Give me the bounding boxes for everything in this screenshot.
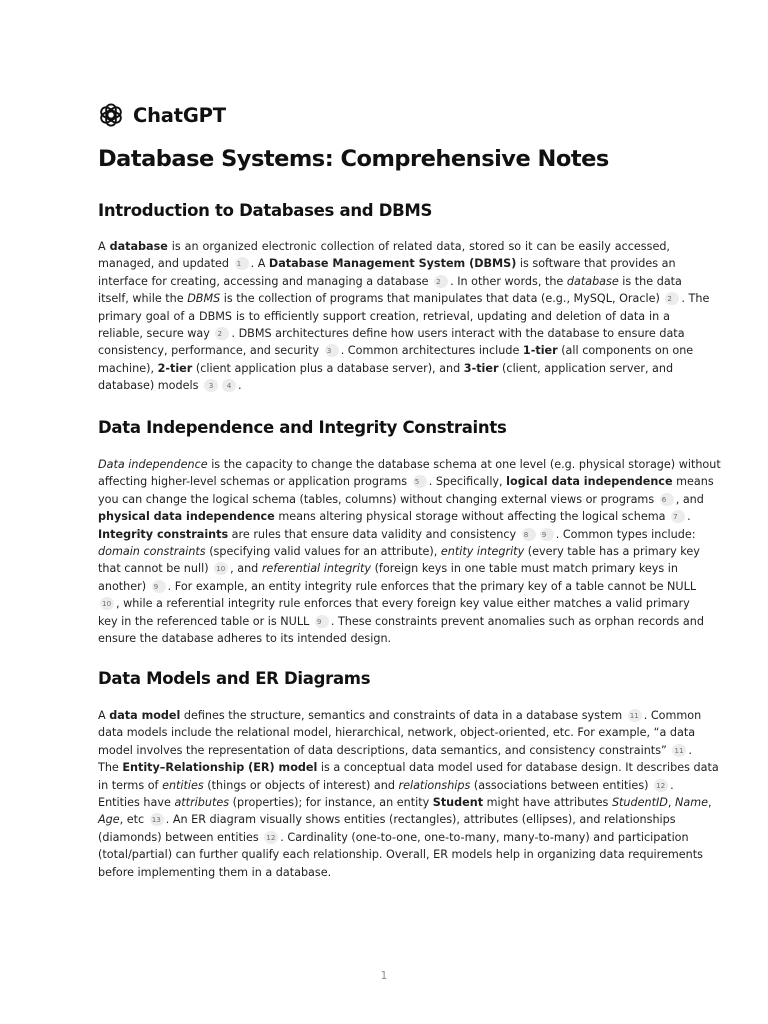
- paragraph-line: [98, 238, 670, 255]
- bold-text: Database Management System (DBMS): [268, 257, 517, 271]
- paragraph-line: [98, 543, 700, 560]
- body-text: , while a referential integrity rule enforces that every foreign key value either matches a valid primary: [116, 597, 690, 611]
- body-text: consistency, performance, and security: [98, 344, 323, 358]
- paragraph-line: [98, 560, 679, 577]
- citation-badge[interactable]: 11: [628, 709, 642, 722]
- body-text: . These constraints prevent anomalies such as orphan records and: [330, 614, 704, 628]
- citation-badge[interactable]: 13: [150, 813, 164, 826]
- body-text: is software that provides an: [516, 257, 676, 271]
- body-text: database) models: [98, 379, 203, 393]
- body-text: .: [670, 778, 674, 792]
- citation-badge[interactable]: 1: [235, 257, 249, 270]
- citation-badge[interactable]: 12: [264, 831, 278, 844]
- bold-text: Student: [432, 795, 484, 809]
- section-heading-independence: Data Independence and Integrity Constraints: [98, 418, 507, 437]
- body-text: .: [687, 510, 691, 524]
- paragraph-line: [98, 360, 674, 377]
- body-text: (specifying valid values for an attribute),: [205, 544, 441, 558]
- bold-text: physical data independence: [98, 510, 275, 524]
- bold-text: 3-tier: [463, 361, 499, 375]
- bold-text: data model: [109, 709, 181, 722]
- body-text: , etc: [119, 813, 148, 827]
- paragraph-line: [98, 613, 704, 630]
- body-text: another): [98, 579, 150, 593]
- bold-text: Entity–Relationship (ER) model: [122, 761, 318, 775]
- body-text: data models include the relational model, hierarchical, network, object-oriented, etc. For example, “a data: [98, 726, 696, 740]
- body-text: . Common: [643, 709, 702, 722]
- body-text: reliable, secure way: [98, 326, 214, 340]
- body-text: are rules that ensure data validity and consistency: [228, 527, 520, 541]
- body-text: means: [672, 475, 714, 489]
- citation-badge[interactable]: 7: [671, 510, 685, 523]
- body-text: is the collection of programs that manipulates that data (e.g., MySQL, Oracle): [220, 292, 664, 306]
- document-title: Database Systems: Comprehensive Notes: [98, 146, 609, 172]
- body-text: itself, while the: [98, 292, 188, 306]
- paragraph-line: [98, 377, 670, 394]
- citation-badge[interactable]: 2: [434, 275, 448, 288]
- citation-badge[interactable]: 3: [204, 379, 218, 392]
- body-text: interface for creating, accessing and managing a database: [98, 274, 433, 288]
- italic-text: referential integrity: [261, 562, 372, 576]
- citation-badge[interactable]: 9: [152, 580, 166, 593]
- paragraph-line: [98, 846, 703, 863]
- body-text: is a conceptual data model used for database design. It describes data: [317, 761, 719, 775]
- body-text: key in the referenced table or is NULL: [98, 614, 313, 628]
- brand-header: [98, 100, 226, 130]
- body-text: primary goal of a DBMS is to efficiently support creation, retrieval, updating and deletion of data in a: [98, 309, 670, 323]
- body-text: (diamonds) between entities: [98, 830, 263, 844]
- body-text: means altering physical storage without affecting the logical schema: [274, 510, 670, 524]
- body-text: . In other words, the: [450, 274, 567, 288]
- body-text: (client application plus a database server), and: [192, 361, 464, 375]
- body-text: (client, application server, and: [498, 361, 674, 375]
- paragraph-line: [98, 595, 690, 612]
- citation-badge[interactable]: 10: [214, 562, 228, 575]
- body-text: (total/partial) can further qualify each relationship. Overall, ER models help in organizing data requirements: [98, 848, 703, 862]
- body-text: (properties); for instance, an entity: [229, 795, 433, 809]
- section-paragraph-independence: [98, 456, 721, 647]
- citation-badge[interactable]: 6: [660, 493, 674, 506]
- body-text: , and: [230, 562, 262, 576]
- body-text: , and: [675, 492, 704, 506]
- body-text: . A: [250, 257, 269, 271]
- italic-text: Age: [98, 813, 120, 827]
- body-text: (things or objects of interest) and: [203, 778, 399, 792]
- bold-text: Integrity constraints: [98, 527, 229, 541]
- paragraph-line: [98, 473, 714, 490]
- body-text: you can change the logical schema (tables, columns) without changing external views or programs: [98, 492, 658, 506]
- body-text: machine),: [98, 361, 158, 375]
- citation-badge[interactable]: 9: [540, 528, 554, 541]
- body-text: defines the structure, semantics and constraints of data in a database system: [180, 709, 626, 722]
- body-text: A: [98, 709, 110, 722]
- paragraph-line: [98, 864, 670, 881]
- body-text: . DBMS architectures define how users interact with the database to ensure data: [231, 326, 685, 340]
- body-text: . Common architectures include: [340, 344, 523, 358]
- paragraph-line: [98, 759, 719, 776]
- body-text: is the data: [618, 274, 682, 288]
- paragraph-line: [98, 290, 710, 307]
- body-text: The: [98, 761, 123, 775]
- citation-badge[interactable]: 5: [413, 475, 427, 488]
- bold-text: database: [109, 240, 168, 253]
- paragraph-line: [98, 829, 689, 846]
- bold-text: 2-tier: [157, 361, 193, 375]
- body-text: ensure the database adheres to its intended design.: [98, 631, 392, 645]
- italic-text: domain constraints: [98, 544, 206, 558]
- body-text: .: [238, 379, 242, 393]
- bold-text: 1-tier: [522, 344, 558, 358]
- body-text: (all components on one: [557, 344, 694, 358]
- body-text: affecting higher-level schemas or application programs: [98, 475, 411, 489]
- italic-text: entities: [162, 778, 204, 792]
- paragraph-line: [98, 508, 691, 525]
- italic-text: Name: [675, 795, 709, 809]
- body-text: . For example, an entity integrity rule enforces that the primary key of a table cannot be NULL: [167, 579, 697, 593]
- paragraph-line: [98, 491, 704, 508]
- body-text: before implementing them in a database.: [98, 865, 332, 879]
- paragraph-line: [98, 811, 676, 828]
- paragraph-line: [98, 273, 682, 290]
- brand-name: ChatGPT: [133, 103, 226, 127]
- body-text: ,: [708, 795, 712, 809]
- paragraph-line: [98, 794, 712, 811]
- openai-logo-icon: [98, 102, 124, 128]
- italic-text: entity integrity: [440, 544, 525, 558]
- body-text: is an organized electronic collection of related data, stored so it can be easily accessed,: [167, 240, 670, 253]
- section-paragraph-intro: [98, 238, 710, 395]
- body-text: that cannot be null): [98, 562, 213, 576]
- paragraph-line: [98, 342, 694, 359]
- paragraph-line: [98, 308, 670, 325]
- citation-badge[interactable]: 11: [672, 744, 686, 757]
- body-text: Entities have: [98, 795, 175, 809]
- body-text: might have attributes: [483, 795, 612, 809]
- body-text: . Specifically,: [428, 475, 507, 489]
- body-text: in terms of: [98, 778, 163, 792]
- body-text: (foreign keys in one table must match primary keys in: [371, 562, 679, 576]
- citation-badge[interactable]: 12: [654, 779, 668, 792]
- italic-text: database: [566, 274, 619, 288]
- body-text: . An ER diagram visually shows entities (rectangles), attributes (ellipses), and relationships: [165, 813, 676, 827]
- citation-badge[interactable]: 8: [522, 528, 536, 541]
- paragraph-line: [98, 742, 692, 759]
- section-paragraph-data-models: [98, 707, 719, 881]
- citation-badge[interactable]: 4: [222, 379, 236, 392]
- body-text: .: [688, 743, 692, 757]
- body-text: (associations between entities): [470, 778, 653, 792]
- bold-text: logical data independence: [506, 475, 673, 489]
- paragraph-line: [98, 255, 676, 272]
- page-number: 1: [380, 970, 388, 982]
- body-text: managed, and updated: [98, 257, 233, 271]
- paragraph-line: [98, 526, 696, 543]
- italic-text: Data independence: [98, 458, 208, 471]
- section-heading-data-models: Data Models and ER Diagrams: [98, 669, 371, 688]
- body-text: . The: [681, 292, 710, 306]
- italic-text: relationships: [398, 778, 471, 792]
- paragraph-line: [98, 630, 670, 647]
- body-text: . Common types include:: [555, 527, 696, 541]
- paragraph-line: [98, 707, 702, 724]
- body-text: ,: [667, 795, 676, 809]
- paragraph-line: [98, 325, 685, 342]
- body-text: is the capacity to change the database schema at one level (e.g. physical storage) without: [207, 458, 721, 471]
- italic-text: attributes: [174, 795, 230, 809]
- citation-badge[interactable]: 10: [100, 597, 114, 610]
- citation-badge[interactable]: 2: [665, 292, 679, 305]
- citation-badge[interactable]: 9: [315, 615, 329, 628]
- paragraph-line: [98, 724, 696, 741]
- body-text: . Cardinality (one-to-one, one-to-many, many-to-many) and participation: [280, 830, 689, 844]
- paragraph-line: [98, 456, 721, 473]
- citation-badge[interactable]: 3: [325, 344, 339, 357]
- italic-text: DBMS: [187, 292, 221, 306]
- italic-text: StudentID: [611, 795, 668, 809]
- citation-badge[interactable]: 2: [215, 327, 229, 340]
- body-text: model involves the representation of data descriptions, data semantics, and consistency constraints”: [98, 743, 671, 757]
- paragraph-line: [98, 777, 674, 794]
- body-text: A: [98, 240, 110, 253]
- body-text: (every table has a primary key: [524, 544, 700, 558]
- section-heading-intro: Introduction to Databases and DBMS: [98, 201, 433, 220]
- paragraph-line: [98, 578, 697, 595]
